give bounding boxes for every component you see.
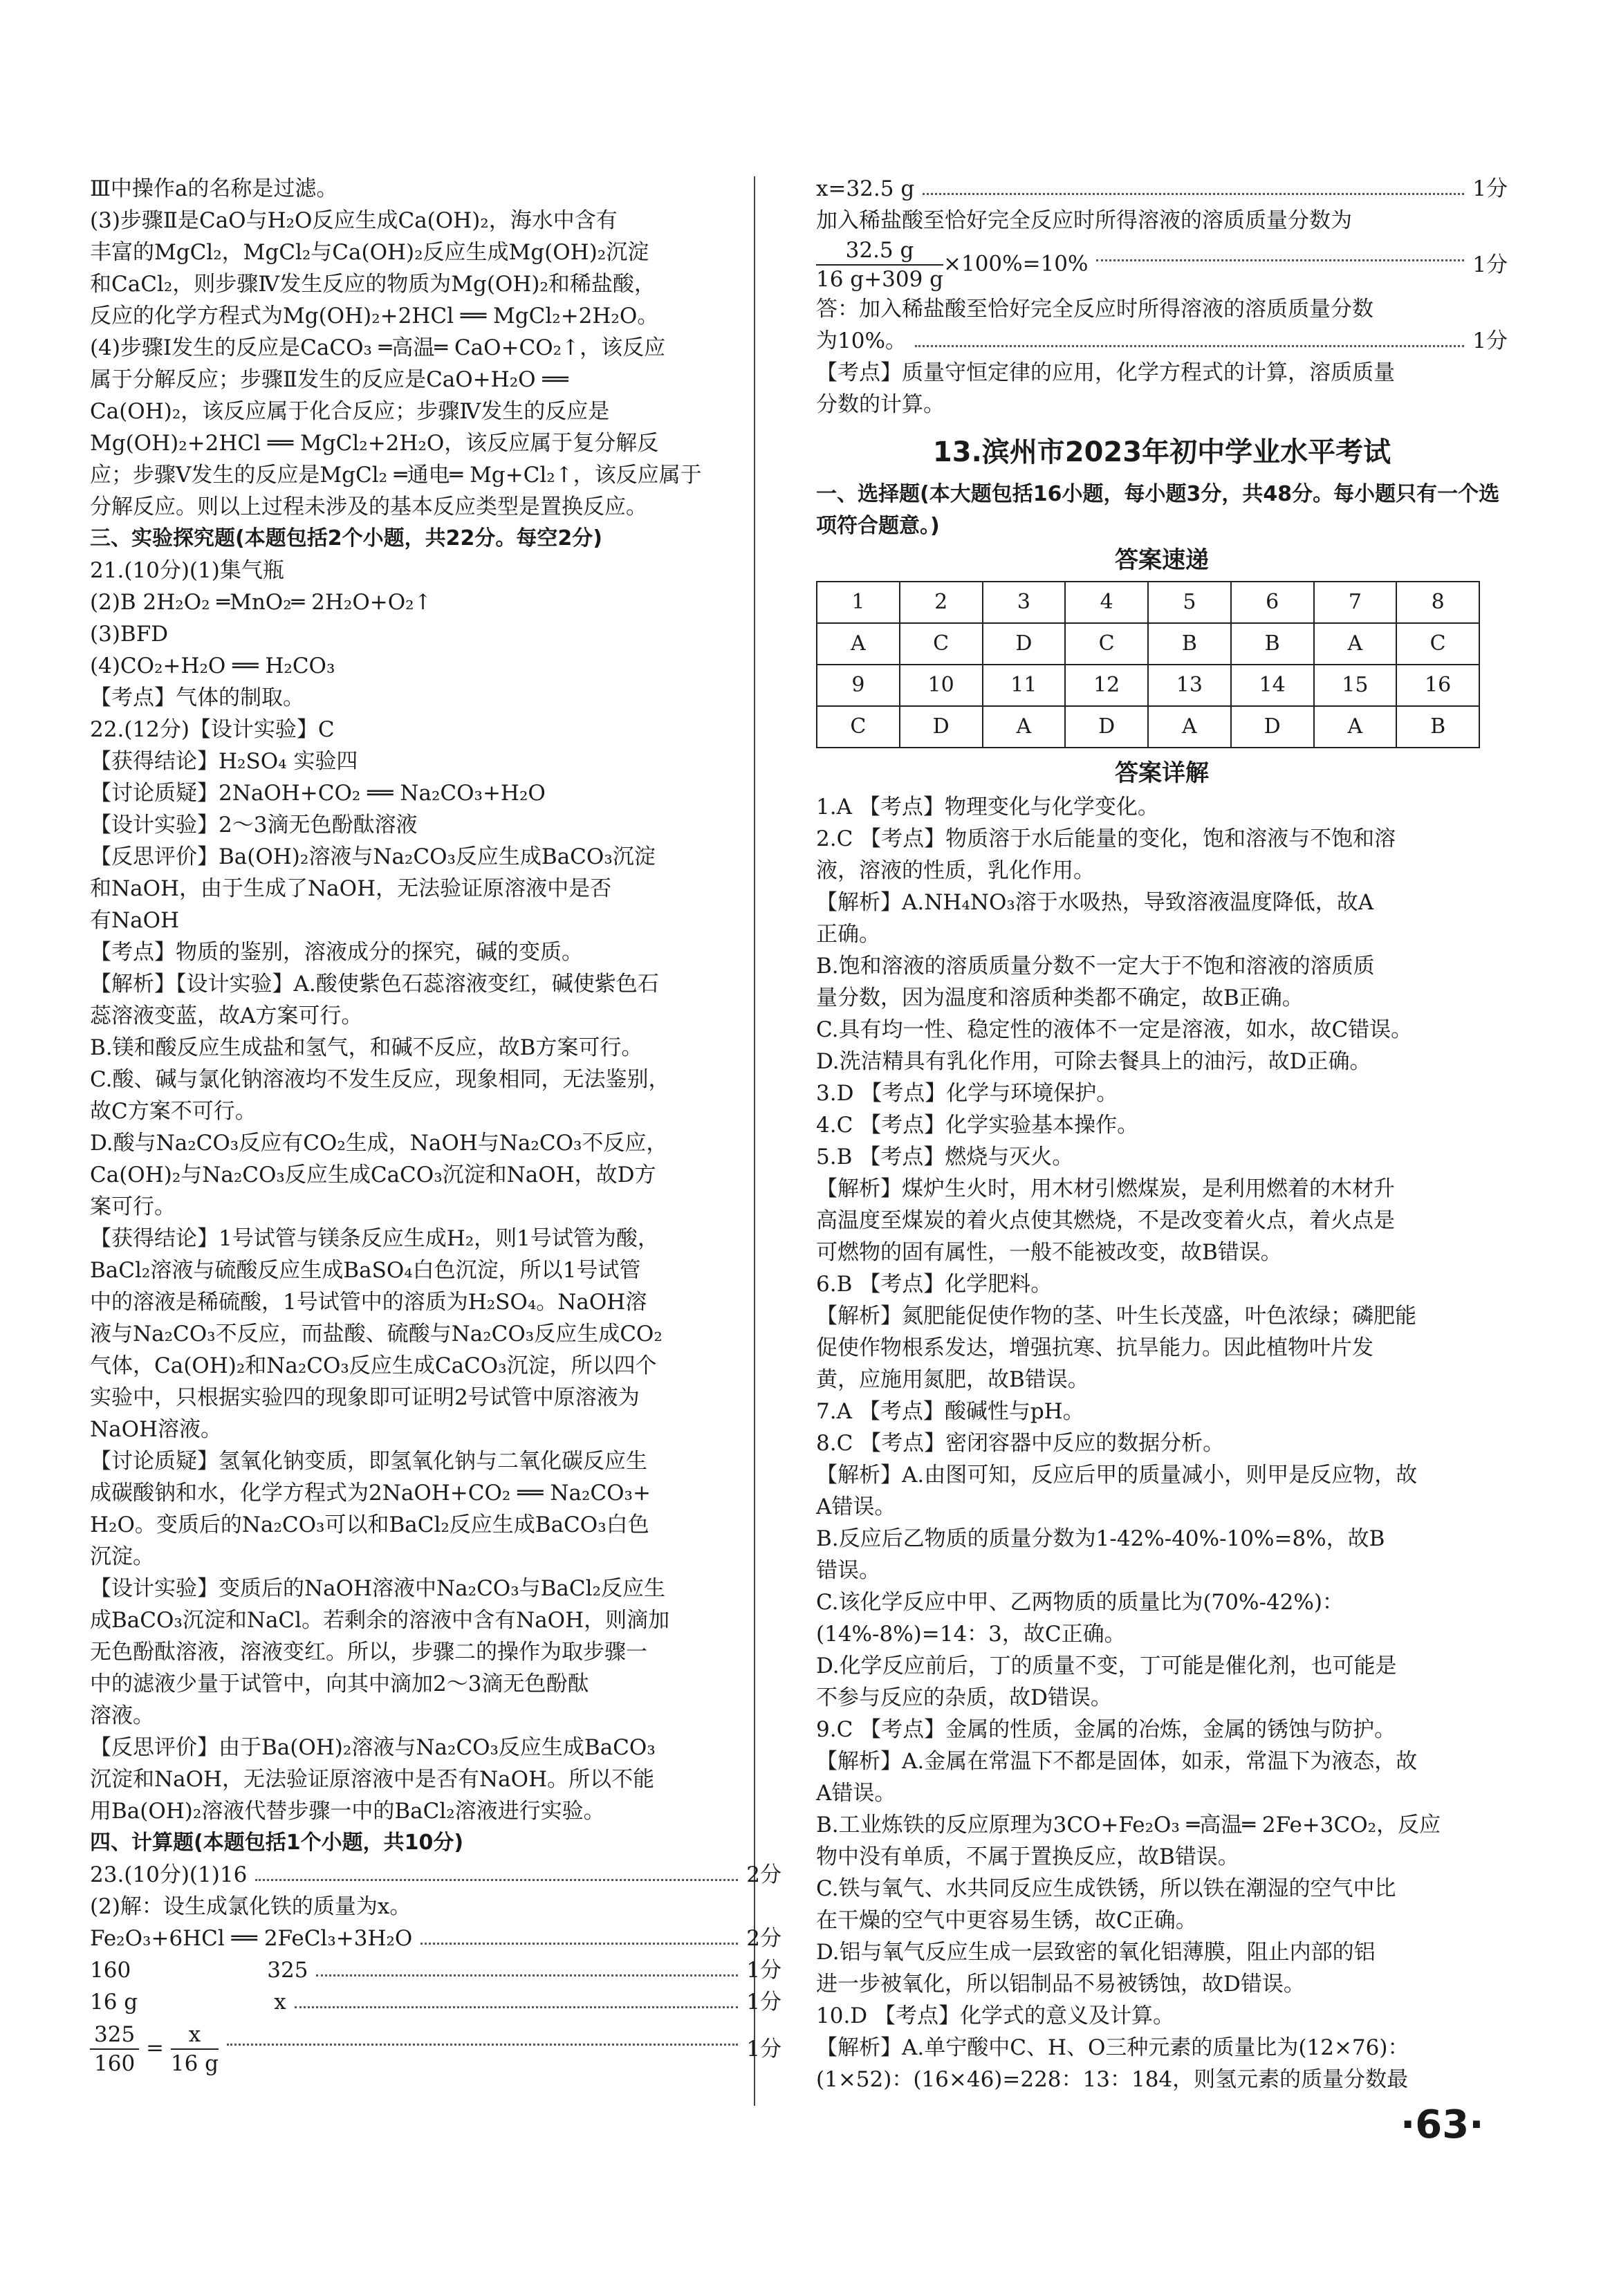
text-line: NaOH溶液。 — [90, 1417, 223, 1442]
text-line: 2.C 【考点】物质溶于水后能量的变化，饱和溶液与不饱和溶 — [816, 826, 1396, 851]
q23-proportion: $\frac{325}{160}$ = $\frac{x}{16 g}$ — [90, 2021, 219, 2077]
text-line: (4)CO₂+H₂O ══ H₂CO₃ — [90, 654, 335, 678]
text-line: 【设计实验】2～3滴无色酚酞溶液 — [90, 813, 418, 837]
answer-cell: A — [1314, 623, 1397, 665]
text-line: 促使作物根系发达，增强抗寒、抗旱能力。因此植物叶片发 — [816, 1335, 1373, 1360]
text-line: 8.C 【考点】密闭容器中反应的数据分析。 — [816, 1431, 1225, 1456]
answer-letter-row — [817, 623, 1479, 665]
answer-cell: C — [1065, 623, 1148, 665]
answer-cell: 12 — [1065, 665, 1148, 706]
answer-cell: 9 — [817, 665, 900, 706]
answer-cell: 13 — [1148, 665, 1231, 706]
text-line: (4)步骤Ⅰ发生的反应是CaCO₃ ═高温═ CaO+CO₂↑，该反应 — [90, 335, 666, 360]
text-line: 【反思评价】由于Ba(OH)₂溶液与Na₂CO₃反应生成BaCO₃ — [90, 1735, 656, 1760]
text-line: 和NaOH，由于生成了NaOH，无法验证原溶液中是否 — [90, 876, 612, 901]
score-line — [816, 205, 1508, 237]
text-line: 液，溶液的性质，乳化作用。 — [816, 858, 1095, 883]
text-line: 中的滤液少量于试管中，向其中滴加2～3滴无色酚酞 — [90, 1672, 589, 1696]
percent-line — [816, 237, 1508, 293]
score-line-text: Fe₂O₃+6HCl ══ 2FeCl₃+3H₂O — [90, 1926, 413, 1951]
score-line — [90, 1954, 781, 1986]
score-line — [90, 1923, 781, 1954]
score-line-text: 加入稀盐酸至恰好完全反应时所得溶液的溶质质量分数为 — [816, 208, 1352, 233]
text-line: 10.D 【考点】化学式的意义及计算。 — [816, 2003, 1175, 2028]
text-line: 错误。 — [816, 1558, 880, 1583]
text-line: 无色酚酞溶液，溶液变红。所以，步骤二的操作为取步骤一 — [90, 1640, 647, 1665]
score-line — [816, 173, 1508, 205]
answer-cell: B — [1396, 706, 1479, 748]
answer-cell: 2 — [900, 582, 983, 623]
text-line: 高温度至煤炭的着火点使其燃烧，不是改变着火点，着火点是 — [816, 1208, 1395, 1233]
dot-leader — [1096, 259, 1464, 261]
text-line: 沉淀。 — [90, 1544, 154, 1569]
text-line: 液与Na₂CO₃不反应，而盐酸、硫酸与Na₂CO₃反应生成CO₂ — [90, 1322, 663, 1346]
text-line: D.化学反应前后，丁的质量不变，丁可能是催化剂，也可能是 — [816, 1654, 1397, 1678]
score-label: 1分 — [746, 2037, 781, 2062]
text-line: 【解析】A.金属在常温下不都是固体，如汞，常温下为液态，故 — [816, 1749, 1418, 1774]
text-line: 【解析】A.由图可知，反应后甲的质量减小，则甲是反应物，故 — [816, 1463, 1418, 1488]
text-line: D.洗洁精具有乳化作用，可除去餐具上的油污，故D正确。 — [816, 1049, 1371, 1074]
question-21 — [90, 555, 781, 714]
text-line: 【解析】氮肥能促使作物的茎、叶生长茂盛，叶色浓绿；磷肥能 — [816, 1304, 1416, 1328]
answer-number-row — [817, 665, 1479, 706]
answer-cell: 15 — [1314, 665, 1397, 706]
text-line: 5.B 【考点】燃烧与灭火。 — [816, 1145, 1074, 1169]
answer-number-row — [817, 582, 1479, 623]
text-line: (14%-8%)=14：3，故C正确。 — [816, 1622, 1126, 1647]
answer-cell: C — [1396, 623, 1479, 665]
fraction-left — [90, 2021, 139, 2077]
score-label: 1分 — [1472, 328, 1508, 353]
score-label: 1分 — [1472, 252, 1508, 277]
score-label: 1分 — [1472, 176, 1508, 201]
text-line: 【反思评价】Ba(OH)₂溶液与Na₂CO₃反应生成BaCO₃沉淀 — [90, 844, 656, 869]
answer-letter-row — [817, 706, 1479, 748]
score-line-text: 答：加入稀盐酸至恰好完全反应时所得溶液的溶质质量分数 — [816, 297, 1373, 322]
text-line: 正确。 — [816, 922, 880, 947]
text-line: 中的溶液是稀硫酸，1号试管中的溶质为H₂SO₄。NaOH溶 — [90, 1290, 647, 1315]
score-line-text: 16 g x — [90, 1990, 286, 2015]
text-line: 实验中，只根据实验四的现象即可证明2号试管中原溶液为 — [90, 1385, 640, 1410]
text-line: 【讨论质疑】2NaOH+CO₂ ══ Na₂CO₃+H₂O — [90, 781, 546, 806]
fraction-denominator: 16 g — [170, 2051, 219, 2076]
dot-leader — [227, 2044, 738, 2046]
answer-cell: 10 — [900, 665, 983, 706]
answer-detail-title: 答案详解 — [1115, 759, 1209, 787]
text-line: 反应的化学方程式为Mg(OH)₂+2HCl ══ MgCl₂+2H₂O。 — [90, 304, 659, 328]
text-line: 有NaOH — [90, 908, 180, 933]
left-column — [90, 173, 781, 2077]
text-line: 1.A 【考点】物理变化与化学变化。 — [816, 795, 1159, 820]
text-line: (3)BFD — [90, 622, 169, 647]
text-line: 【讨论质疑】氢氧化钠变质，即氢氧化钠与二氧化碳反应生 — [90, 1449, 647, 1474]
text-line: H₂O。变质后的Na₂CO₃可以和BaCl₂反应生成BaCO₃白色 — [90, 1512, 649, 1537]
dot-leader — [915, 325, 1464, 347]
score-line-text: x=32.5 g — [816, 176, 915, 201]
score-label: 1分 — [746, 1990, 781, 2015]
dot-leader — [923, 173, 1464, 195]
answer-cell: B — [1231, 623, 1314, 665]
text-line: 分数的计算。 — [816, 392, 945, 417]
fraction-numerator: 325 — [90, 2021, 139, 2050]
text-line: 【考点】质量守恒定律的应用，化学方程式的计算，溶质质量 — [816, 360, 1395, 385]
answer-table — [816, 581, 1480, 748]
text-line: Ⅲ中操作a的名称是过滤。 — [90, 176, 338, 201]
fraction-denominator: 160 — [94, 2051, 136, 2076]
percent-result: ×100%=10% — [943, 251, 1089, 277]
answer-cell: D — [900, 706, 983, 748]
percent-fraction — [816, 237, 943, 293]
text-line: 3.D 【考点】化学与环境保护。 — [816, 1081, 1118, 1106]
text-line: D.铝与氧气反应生成一层致密的氧化铝薄膜，阻止内部的铝 — [816, 1940, 1376, 1965]
answer-cell: 16 — [1396, 665, 1479, 706]
text-line: 【解析】【设计实验】A.酸使紫色石蕊溶液变红，碱使紫色石 — [90, 972, 659, 997]
answer-cell: 6 — [1231, 582, 1314, 623]
section4-heading: 四、计算题(本题包括1个小题，共10分) — [90, 1831, 464, 1855]
dot-leader — [255, 1859, 738, 1881]
text-line: A错误。 — [816, 1781, 896, 1806]
answer-cell: A — [983, 706, 1066, 748]
text-line: 4.C 【考点】化学实验基本操作。 — [816, 1113, 1139, 1138]
text-line: 可燃物的固有属性，一般不能被改变，故B错误。 — [816, 1240, 1282, 1265]
text-line: 和CaCl₂，则步骤Ⅳ发生反应的物质为Mg(OH)₂和稀盐酸， — [90, 272, 656, 297]
text-line: B.反应后乙物质的质量分数为1-42%-40%-10%=8%，故B — [816, 1526, 1385, 1551]
text-line: 成碳酸钠和水，化学方程式为2NaOH+CO₂ ══ Na₂CO₃+ — [90, 1481, 651, 1506]
score-label: 2分 — [746, 1862, 781, 1887]
text-line: Mg(OH)₂+2HCl ══ MgCl₂+2H₂O，该反应属于复分解反 — [90, 431, 659, 456]
kaodian-lines — [816, 357, 1508, 420]
answer-cell: A — [1314, 706, 1397, 748]
text-line: 用Ba(OH)₂溶液代替步骤一中的BaCl₂溶液进行实验。 — [90, 1799, 605, 1824]
question-23 — [90, 1859, 781, 2018]
right-top-lines — [816, 173, 1508, 237]
answer-lines — [816, 293, 1508, 357]
text-line: Ca(OH)₂与Na₂CO₃反应生成CaCO₃沉淀和NaOH，故D方 — [90, 1163, 656, 1187]
answer-quick-title: 答案速递 — [1115, 546, 1209, 574]
text-line: 9.C 【考点】金属的性质，金属的冶炼，金属的锈蚀与防护。 — [816, 1717, 1396, 1742]
text-line: (2)B 2H₂O₂ ═MnO₂═ 2H₂O+O₂↑ — [90, 590, 432, 615]
score-label: 1分 — [746, 1958, 781, 1983]
text-line: 案可行。 — [90, 1194, 176, 1219]
text-line: B.镁和酸反应生成盐和氢气，和碱不反应，故B方案可行。 — [90, 1035, 643, 1060]
q23-proportion-line — [90, 2021, 781, 2077]
text-line: C.酸、碱与氯化钠溶液均不发生反应，现象相同，无法鉴别， — [90, 1067, 670, 1092]
text-line: BaCl₂溶液与硫酸反应生成BaSO₄白色沉淀，所以1号试管 — [90, 1258, 641, 1283]
score-line-text: (2)解：设生成氯化铁的质量为x。 — [90, 1894, 411, 1919]
text-line: 丰富的MgCl₂，MgCl₂与Ca(OH)₂反应生成Mg(OH)₂沉淀 — [90, 240, 649, 265]
text-line: A错误。 — [816, 1494, 896, 1519]
answer-cell: C — [900, 623, 983, 665]
text-line: 【设计实验】变质后的NaOH溶液中Na₂CO₃与BaCl₂反应生 — [90, 1576, 665, 1601]
score-line — [90, 1891, 781, 1923]
text-line: 气体，Ca(OH)₂和Na₂CO₃反应生成CaCO₃沉淀，所以四个 — [90, 1353, 657, 1378]
text-line: 【获得结论】1号试管与镁条反应生成H₂，则1号试管为酸， — [90, 1226, 659, 1251]
text-line: (1×52)：(16×46)=228：13：184，则氢元素的质量分数最 — [816, 2067, 1409, 2092]
answer-details — [816, 791, 1508, 2095]
text-line: 分解反应。则以上过程未涉及的基本反应类型是置换反应。 — [90, 494, 647, 519]
text-line: 【考点】气体的制取。 — [90, 685, 304, 710]
answer-cell: 3 — [983, 582, 1066, 623]
right-column — [816, 173, 1508, 2095]
score-line-text: 23.(10分)(1)16 — [90, 1862, 248, 1887]
answer-cell: D — [1231, 706, 1314, 748]
score-line — [816, 325, 1508, 357]
section3-heading: 三、实验探究题(本题包括2个小题，共22分。每空2分) — [90, 526, 602, 550]
score-line — [816, 293, 1508, 325]
answer-cell: 11 — [983, 665, 1066, 706]
text-line: 【解析】煤炉生火时，用木材引燃煤炭，是利用燃着的木材升 — [816, 1176, 1395, 1201]
section1-heading: 一、选择题(本大题包括16小题，每小题3分，共48分。每小题只有一个选项符合题意。) — [816, 482, 1500, 538]
text-line: 22.(12分)【设计实验】C — [90, 717, 335, 742]
text-line: 物中没有单质，不属于置换反应，故B错误。 — [816, 1844, 1239, 1869]
answer-cell: D — [1065, 706, 1148, 748]
answer-cell: C — [817, 706, 900, 748]
text-line: Ca(OH)₂，该反应属于化合反应；步骤Ⅳ发生的反应是 — [90, 399, 610, 424]
question-22 — [90, 714, 781, 1827]
text-line: 【获得结论】H₂SO₄ 实验四 — [90, 749, 358, 774]
text-line: 量分数，因为温度和溶质种类都不确定，故B正确。 — [816, 985, 1304, 1010]
answer-cell: 1 — [817, 582, 900, 623]
score-line-text: 为10%。 — [816, 328, 907, 353]
answer-cell: A — [1148, 706, 1231, 748]
text-line: 6.B 【考点】化学肥料。 — [816, 1272, 1053, 1297]
exam-title: 13.滨州市2023年初中学业水平考试 — [932, 436, 1391, 468]
text-line: 21.(10分)(1)集气瓶 — [90, 558, 284, 583]
answer-cell: 14 — [1231, 665, 1314, 706]
fraction-right — [171, 2021, 219, 2077]
text-line: 沉淀和NaOH，无法验证原溶液中是否有NaOH。所以不能 — [90, 1767, 655, 1792]
dot-leader — [316, 1954, 738, 1976]
text-line: 属于分解反应；步骤Ⅱ发生的反应是CaO+H₂O ══ — [90, 367, 568, 392]
text-line: C.具有均一性、稳定性的液体不一定是溶液，如水，故C错误。 — [816, 1017, 1413, 1042]
score-label: 2分 — [746, 1926, 781, 1951]
text-line: (3)步骤Ⅱ是CaO与H₂O反应生成Ca(OH)₂，海水中含有 — [90, 208, 618, 233]
score-line — [90, 1859, 781, 1891]
text-line: B.饱和溶液的溶质质量分数不一定大于不饱和溶液的溶质质 — [816, 954, 1375, 979]
text-line: 【考点】物质的鉴别，溶液成分的探究，碱的变质。 — [90, 940, 583, 965]
text-line: 溶液。 — [90, 1703, 154, 1728]
text-line: 黄，应施用氮肥，故B错误。 — [816, 1367, 1089, 1392]
answer-cell: B — [1148, 623, 1231, 665]
answer-cell: 4 — [1065, 582, 1148, 623]
text-line: 应；步骤Ⅴ发生的反应是MgCl₂ ═通电═ Mg+Cl₂↑，该反应属于 — [90, 463, 702, 488]
answer-cell: 7 — [1314, 582, 1397, 623]
dot-leader — [295, 1986, 739, 2008]
left-intro-text — [90, 173, 781, 523]
text-line: 7.A 【考点】酸碱性与pH。 — [816, 1399, 1084, 1424]
answer-cell: A — [817, 623, 900, 665]
text-line: C.铁与氧气、水共同反应生成铁锈，所以铁在潮湿的空气中比 — [816, 1876, 1396, 1901]
text-line: 蕊溶液变蓝，故A方案可行。 — [90, 1003, 363, 1028]
score-line — [90, 1986, 781, 2018]
text-line: 不参与反应的杂质，故D错误。 — [816, 1685, 1112, 1710]
score-line-text: 160 325 — [90, 1958, 308, 1983]
text-line: C.该化学反应中甲、乙两物质的质量比为(70%-42%)： — [816, 1590, 1344, 1615]
fraction-numerator: 32.5 g — [816, 237, 943, 266]
text-line: D.酸与Na₂CO₃反应有CO₂生成，NaOH与Na₂CO₃不反应， — [90, 1131, 668, 1156]
text-line: 故C方案不可行。 — [90, 1099, 257, 1124]
dot-leader — [420, 1923, 738, 1945]
text-line: 成BaCO₃沉淀和NaCl。若剩余的溶液中含有NaOH，则滴加 — [90, 1608, 670, 1633]
text-line: 【解析】A.NH₄NO₃溶于水吸热，导致溶液温度降低，故A — [816, 890, 1374, 915]
fraction-denominator: 16 g+309 g — [816, 267, 943, 292]
page-number: ·63· — [1400, 2102, 1484, 2147]
answer-cell: 8 — [1396, 582, 1479, 623]
text-line: 在干燥的空气中更容易生锈，故C正确。 — [816, 1908, 1197, 1933]
answer-cell: 5 — [1148, 582, 1231, 623]
text-line: B.工业炼铁的反应原理为3CO+Fe₂O₃ ═高温═ 2Fe+3CO₂，反应 — [816, 1813, 1441, 1837]
percent-expression — [816, 237, 1088, 293]
text-line: 【解析】A.单宁酸中C、H、O三种元素的质量比为(12×76)： — [816, 2035, 1409, 2060]
fraction-numerator: x — [171, 2021, 219, 2050]
answer-cell: D — [983, 623, 1066, 665]
text-line: 进一步被氧化，所以铝制品不易被锈蚀，故D错误。 — [816, 1972, 1305, 1997]
